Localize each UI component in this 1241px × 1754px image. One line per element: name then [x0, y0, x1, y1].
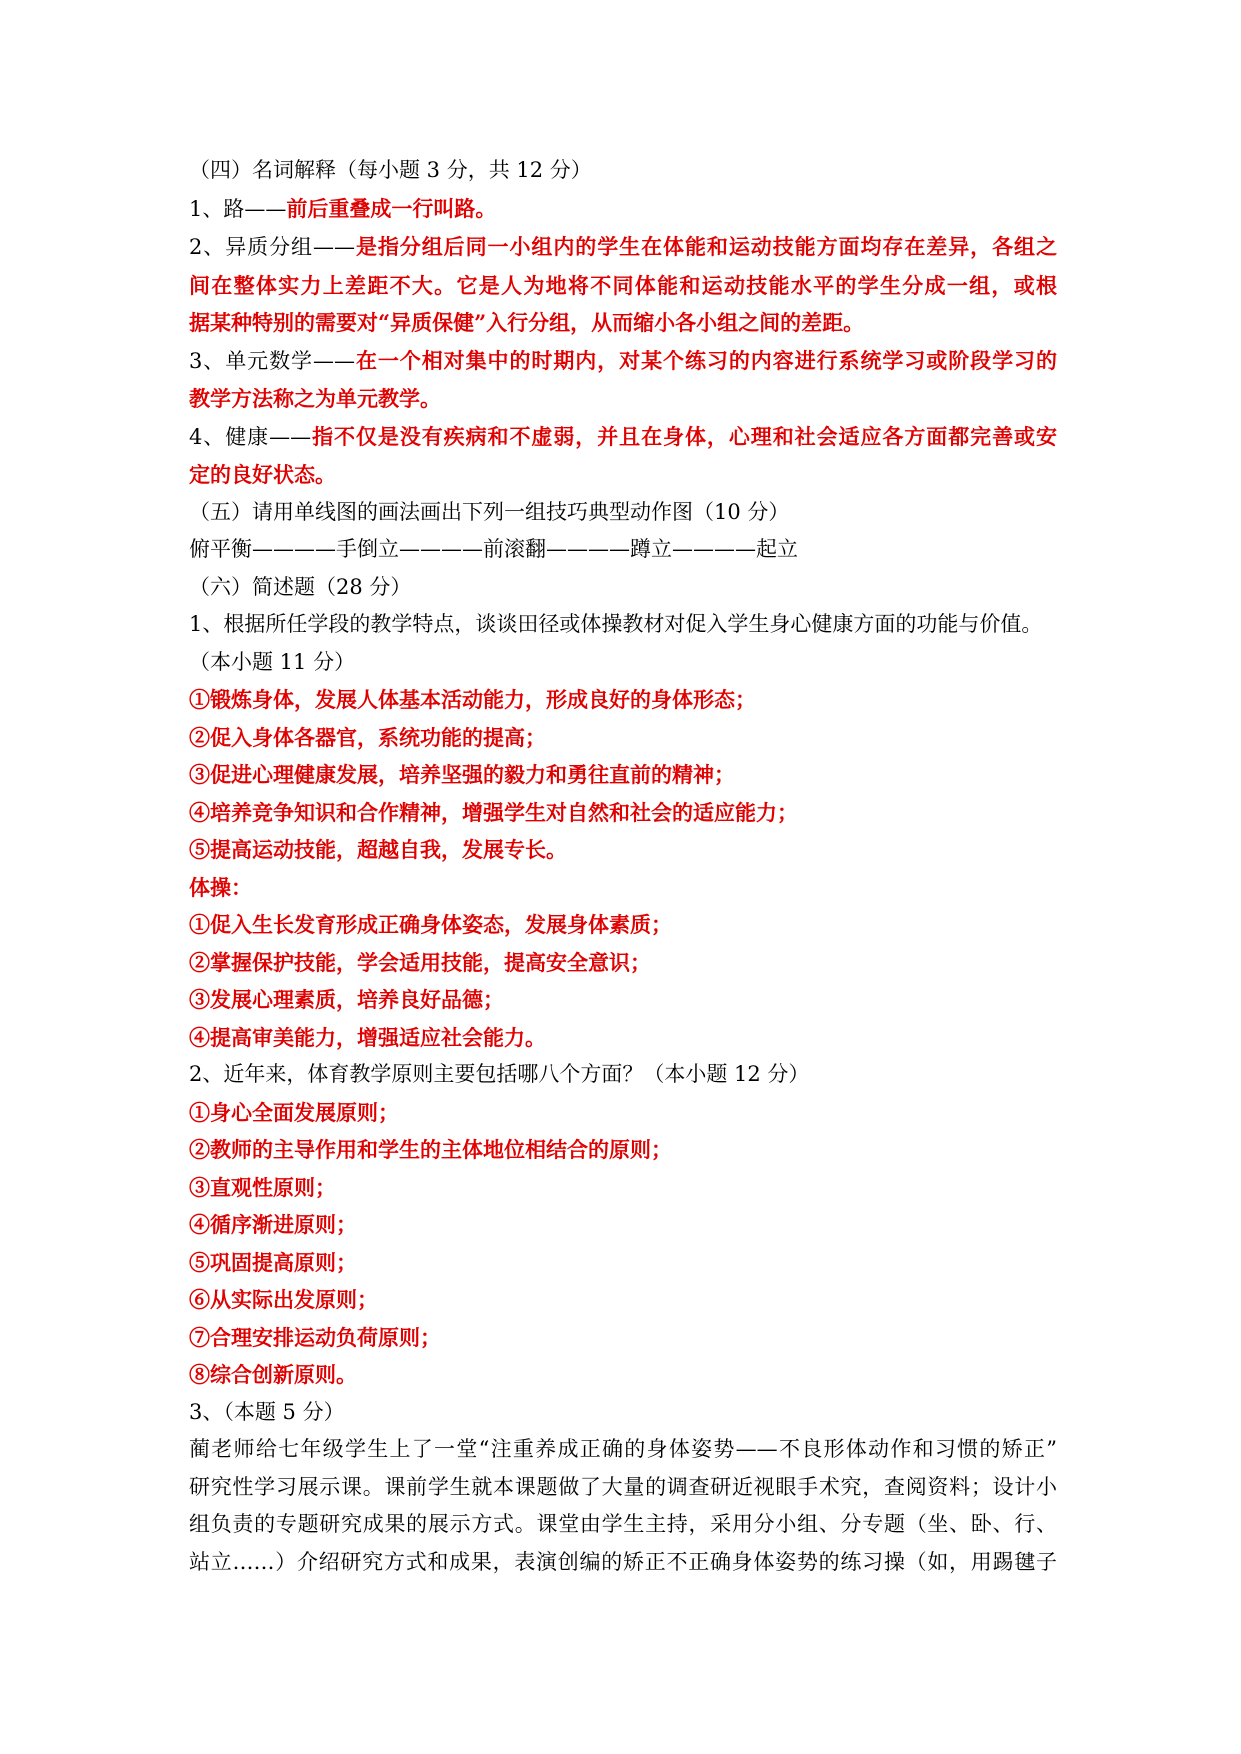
- q2-answer-4: ④循序渐进原则；: [189, 1212, 357, 1237]
- term-3: [189, 342, 1057, 381]
- question-3: 3、（本题 5 分）: [189, 1399, 345, 1424]
- question-1-line-1: 1、根据所任学段的教学特点，谈谈田径或体操教材对促入学生身心健康方面的功能与价值。: [189, 612, 1043, 636]
- term-2-answer-line-2: 间在整体实力上差距不大。它是人为地将不同体能和运动技能水平的学生分成一组，或根: [189, 272, 1057, 298]
- q2-answer-2: ②教师的主导作用和学生的主体地位相结合的原则；: [189, 1137, 672, 1162]
- term-2: [189, 228, 1057, 267]
- term-2-answer: 是指分组后同一小组内的学生在体能和运动技能方面均存在差异，各组之: [355, 234, 1057, 259]
- q1-answer-5: ⑤提高运动技能，超越自我，发展专长。: [189, 837, 567, 862]
- q1-answer-1: ①锻炼身体，发展人体基本活动能力，形成良好的身体形态；: [189, 687, 756, 712]
- q2-answer-5: ⑤巩固提高原则；: [189, 1249, 357, 1275]
- q3-body-line-1: 蔺老师给七年级学生上了一堂“注重养成正确的身体姿势——不良形体动作和习惯的矫正”: [189, 1437, 1057, 1461]
- q1-gym-answer-3: ③发展心理素质，培养良好品德；: [189, 987, 504, 1012]
- q2-answer-3: ③直观性原则；: [189, 1174, 336, 1200]
- term-2-label: 2、异质分组——: [189, 235, 355, 259]
- q3-body-line-2: 研究性学习展示课。课前学生就本课题做了大量的调查研近视眼手术究，查阅资料；设计小: [189, 1474, 1057, 1499]
- term-1: [189, 190, 1057, 229]
- section-4-title: （四）名词解释（每小题 3 分，共 12 分）: [189, 158, 592, 182]
- term-4-answer: 指不仅是没有疾病和不虚弱，并且在身体，心理和社会适应各方面都完善或安: [311, 423, 1057, 449]
- q1-gym-answer-4: ④提高审美能力，增强适应社会能力。: [189, 1024, 546, 1050]
- term-1-label: 1、路——: [189, 196, 287, 221]
- q1-gym-answer-2: ②掌握保护技能，学会适用技能，提高安全意识；: [189, 949, 651, 975]
- q2-answer-6: ⑥从实际出发原则；: [189, 1287, 378, 1312]
- term-3-label: 3、单元数学——: [189, 348, 355, 373]
- q1-subheading: 体操：: [189, 874, 252, 900]
- q2-answer-7: ⑦合理安排运动负荷原则；: [189, 1324, 441, 1350]
- question-1-line-2: （本小题 11 分）: [189, 649, 356, 674]
- term-4-label: 4、健康——: [189, 424, 312, 449]
- term-3-answer: 在一个相对集中的时期内，对某个练习的内容进行系统学习或阶段学习的: [355, 347, 1057, 373]
- term-1-answer: 前后重叠成一行叫路。: [286, 195, 497, 221]
- question-2: 2、近年来，体育教学原则主要包括哪八个方面？（本小题 12 分）: [189, 1062, 810, 1086]
- term-2-answer-line-3: 据某种特别的需要对“异质保健”入行分组，从而缩小各小组之间的差距。: [189, 310, 865, 335]
- q1-answer-4: ④培养竞争知识和合作精神，增强学生对自然和社会的适应能力；: [189, 799, 798, 825]
- q2-answer-8: ⑧综合创新原则。: [189, 1362, 357, 1387]
- q1-answer-2: ②促入身体各器官，系统功能的提高；: [189, 724, 546, 750]
- term-3-answer-line-2: 教学方法称之为单元教学。: [189, 386, 441, 411]
- q1-gym-answer-1: ①促入生长发育形成正确身体姿态，发展身体素质；: [189, 912, 672, 937]
- q3-body-line-4: 站立……）介绍研究方式和成果，表演创编的矫正不正确身体姿势的练习操（如，用踢毽子: [189, 1549, 1057, 1574]
- section-5-title: （五）请用单线图的画法画出下列一组技巧典型动作图（10 分）: [189, 499, 790, 524]
- q2-answer-1: ①身心全面发展原则；: [189, 1099, 399, 1125]
- q1-answer-3: ③促进心理健康发展，培养坚强的毅力和勇往直前的精神；: [189, 762, 735, 787]
- term-4: [189, 418, 1057, 457]
- q3-body-line-3: 组负责的专题研究成果的展示方式。课堂由学生主持，采用分小组、分专题（坐、卧、行、: [189, 1512, 1057, 1536]
- section-6-title: （六）简述题（28 分）: [189, 574, 412, 599]
- term-4-answer-line-2: 定的良好状态。: [189, 462, 336, 487]
- document-body: [189, 152, 1057, 1581]
- section-5-sequence: 俯平衡————手倒立————前滚翻————蹲立————起立: [189, 537, 798, 561]
